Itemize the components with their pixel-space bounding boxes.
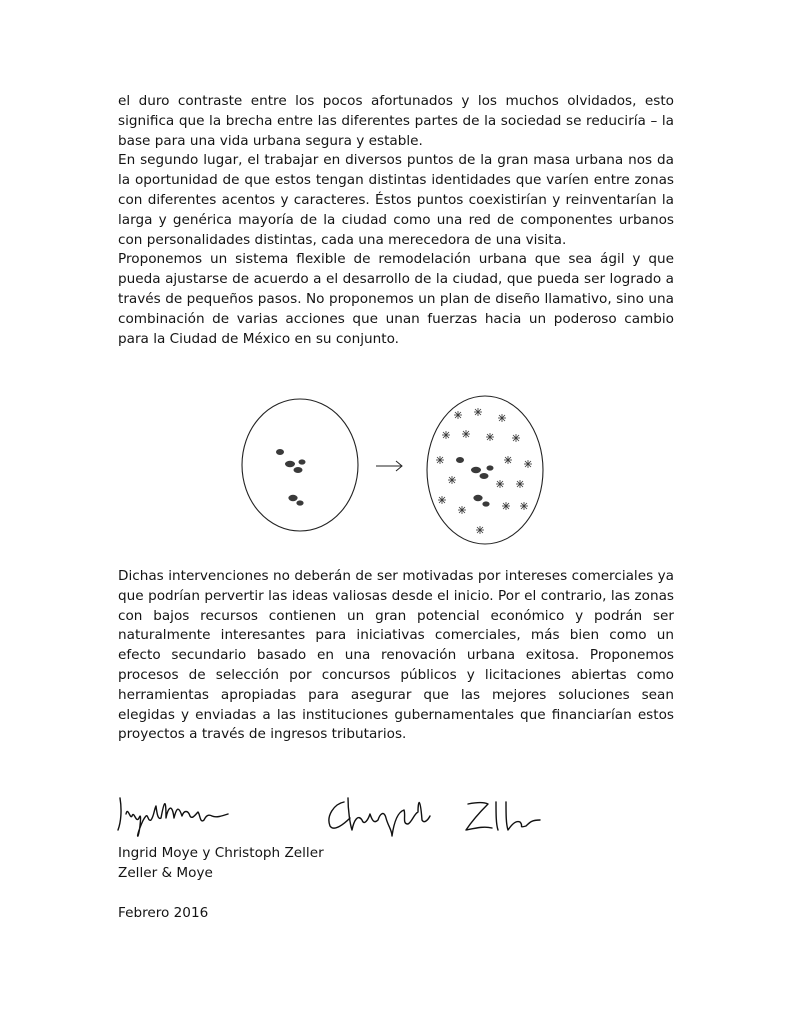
paragraph-4: Dichas intervenciones no deberán de ser motivadas por intereses comerciales ya que podrían pervertir las ideas valiosas desde el inicio. Por el contrario, las zonas con bajos recursos contienen un gran potencial económico y podrán ser naturalmente interesantes para iniciativas comerciales, más bien como un efecto secundario basado en una renovación urbana exitosa. Proponemos procesos de selección por concursos públicos y licitaciones abiertas como herramientas apropiadas para asegurar que las mejores soluciones sean elegidas y enviadas a las instituciones gubernamentales que financiarían estos proyectos a través de ingresos tributarios.: [118, 568, 674, 743]
signature-christoph-zeller: [329, 798, 430, 836]
document-date: Febrero 2016: [118, 905, 209, 921]
after-diagram: [427, 396, 543, 544]
city-outline-after: [427, 396, 543, 544]
text-block-top: [118, 92, 674, 349]
urban-intervention-sketch: [240, 380, 550, 550]
paragraph-1: el duro contraste entre los pocos afortunados y los muchos olvidados, esto significa que la brecha entre las diferentes partes de la sociedad se reduciría – la base para una vida urbana segura y estable.: [118, 93, 674, 149]
before-diagram: [242, 399, 358, 531]
signatures: [112, 780, 572, 840]
arrow-icon: [376, 461, 402, 471]
paragraph-2: En segundo lugar, el trabajar en diversos puntos de la gran masa urbana nos da la oportunidad de que estos tengan distintas identidades que varíen entre zonas con diferentes acentos y caracteres. Éstos puntos coexistirían y reinventarían la larga y genérica mayoría de la ciudad como una red de componentes urbanos con personalidades distintas, cada una merecedora de una visita.: [118, 152, 674, 248]
new-intervention-points: [436, 408, 532, 534]
signature-ingrid-moye: [118, 798, 228, 836]
author-names: Ingrid Moye y Christoph Zeller: [118, 845, 324, 861]
cluster-marks-before: [276, 449, 306, 506]
text-block-bottom: [118, 567, 674, 745]
city-outline-before: [242, 399, 358, 531]
cluster-marks-after: [456, 457, 494, 507]
paragraph-3: Proponemos un sistema flexible de remodelación urbana que sea ágil y que pueda ajustarse de acuerdo a el desarrollo de la ciudad, que pueda ser logrado a través de pequeños pasos. No proponemos un plan de diseño llamativo, sino una combinación de varias acciones que unan fuerzas hacia un poderoso cambio para la Ciudad de México en su conjunto.: [118, 251, 674, 347]
signature-christoph-zeller-surname: [466, 802, 540, 830]
spacer: [118, 883, 324, 903]
closing-block: [118, 843, 324, 923]
firm-name: Zeller & Moye: [118, 865, 213, 881]
